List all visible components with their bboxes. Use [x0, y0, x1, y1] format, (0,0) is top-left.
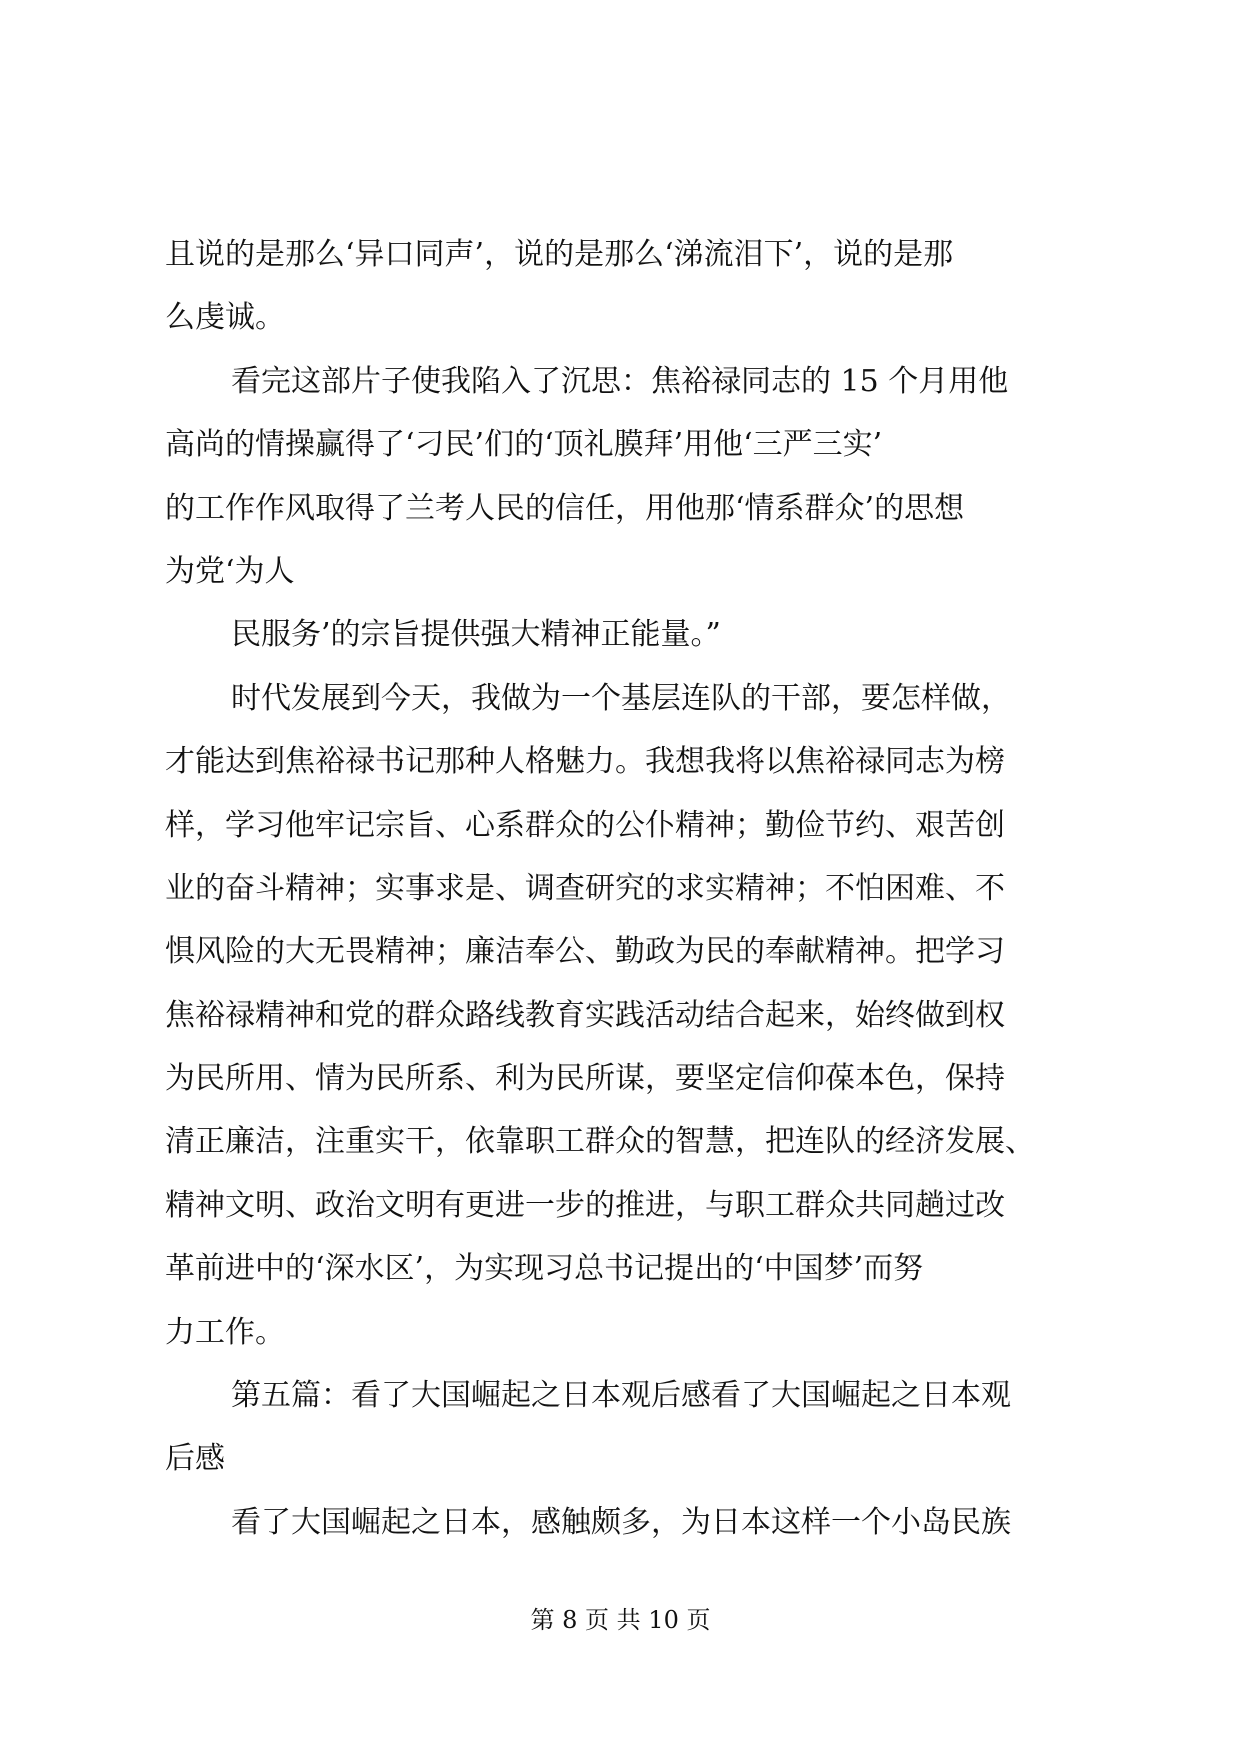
text-line: 么虔诚。 — [165, 300, 285, 336]
paragraph-start-line: 看了大国崛起之日本，感触颇多，为日本这样一个小岛民族 — [231, 1504, 1011, 1540]
text-line: 才能达到焦裕禄书记那种人格魅力。我想我将以焦裕禄同志为榜 — [165, 744, 1005, 780]
text-line: 焦裕禄精神和党的群众路线教育实践活动结合起来，始终做到权 — [165, 997, 1005, 1033]
text-line: 为民所用、情为民所系、利为民所谋，要坚定信仰葆本色，保持 — [165, 1061, 1005, 1097]
text-line: 清正廉洁，注重实干，依靠职工群众的智慧，把连队的经济发展、 — [165, 1124, 1035, 1160]
paragraph-start-line: 看完这部片子使我陷入了沉思：焦裕禄同志的 15 个月用他 — [231, 363, 1009, 399]
text-line: 业的奋斗精神；实事求是、调查研究的求实精神；不怕困难、不 — [165, 870, 1005, 906]
body-text — [165, 223, 1085, 1554]
text-line: 为党‘为人 — [165, 553, 295, 589]
paragraph-start-line: 民服务’的宗旨提供强大精神正能量。” — [231, 617, 721, 653]
text-line: 力工作。 — [165, 1314, 285, 1350]
text-line: 样，学习他牢记宗旨、心系群众的公仆精神；勤俭节约、艰苦创 — [165, 807, 1005, 843]
paragraph-start-line: 时代发展到今天，我做为一个基层连队的干部，要怎样做， — [231, 680, 1011, 716]
text-line: 精神文明、政治文明有更进一步的推进，与职工群众共同趟过改 — [165, 1187, 1005, 1223]
text-line: 惧风险的大无畏精神；廉洁奉公、勤政为民的奉献精神。把学习 — [165, 934, 1005, 970]
text-line: 的工作作风取得了兰考人民的信任，用他那‘情系群众’的思想 — [165, 490, 965, 526]
page-number-footer: 第 8 页 共 10 页 — [530, 1606, 711, 1634]
text-line: 革前进中的‘深水区’，为实现习总书记提出的‘中国梦’而努 — [165, 1251, 924, 1287]
text-line: 高尚的情操赢得了‘刁民’们的‘顶礼膜拜’用他‘三严三实’ — [165, 427, 883, 463]
section-heading-line: 第五篇：看了大国崛起之日本观后感看了大国崛起之日本观 — [231, 1378, 1011, 1414]
text-line: 且说的是那么‘异口同声’，说的是那么‘涕流泪下’，说的是那 — [165, 237, 954, 272]
section-heading-line: 后感 — [165, 1441, 225, 1477]
